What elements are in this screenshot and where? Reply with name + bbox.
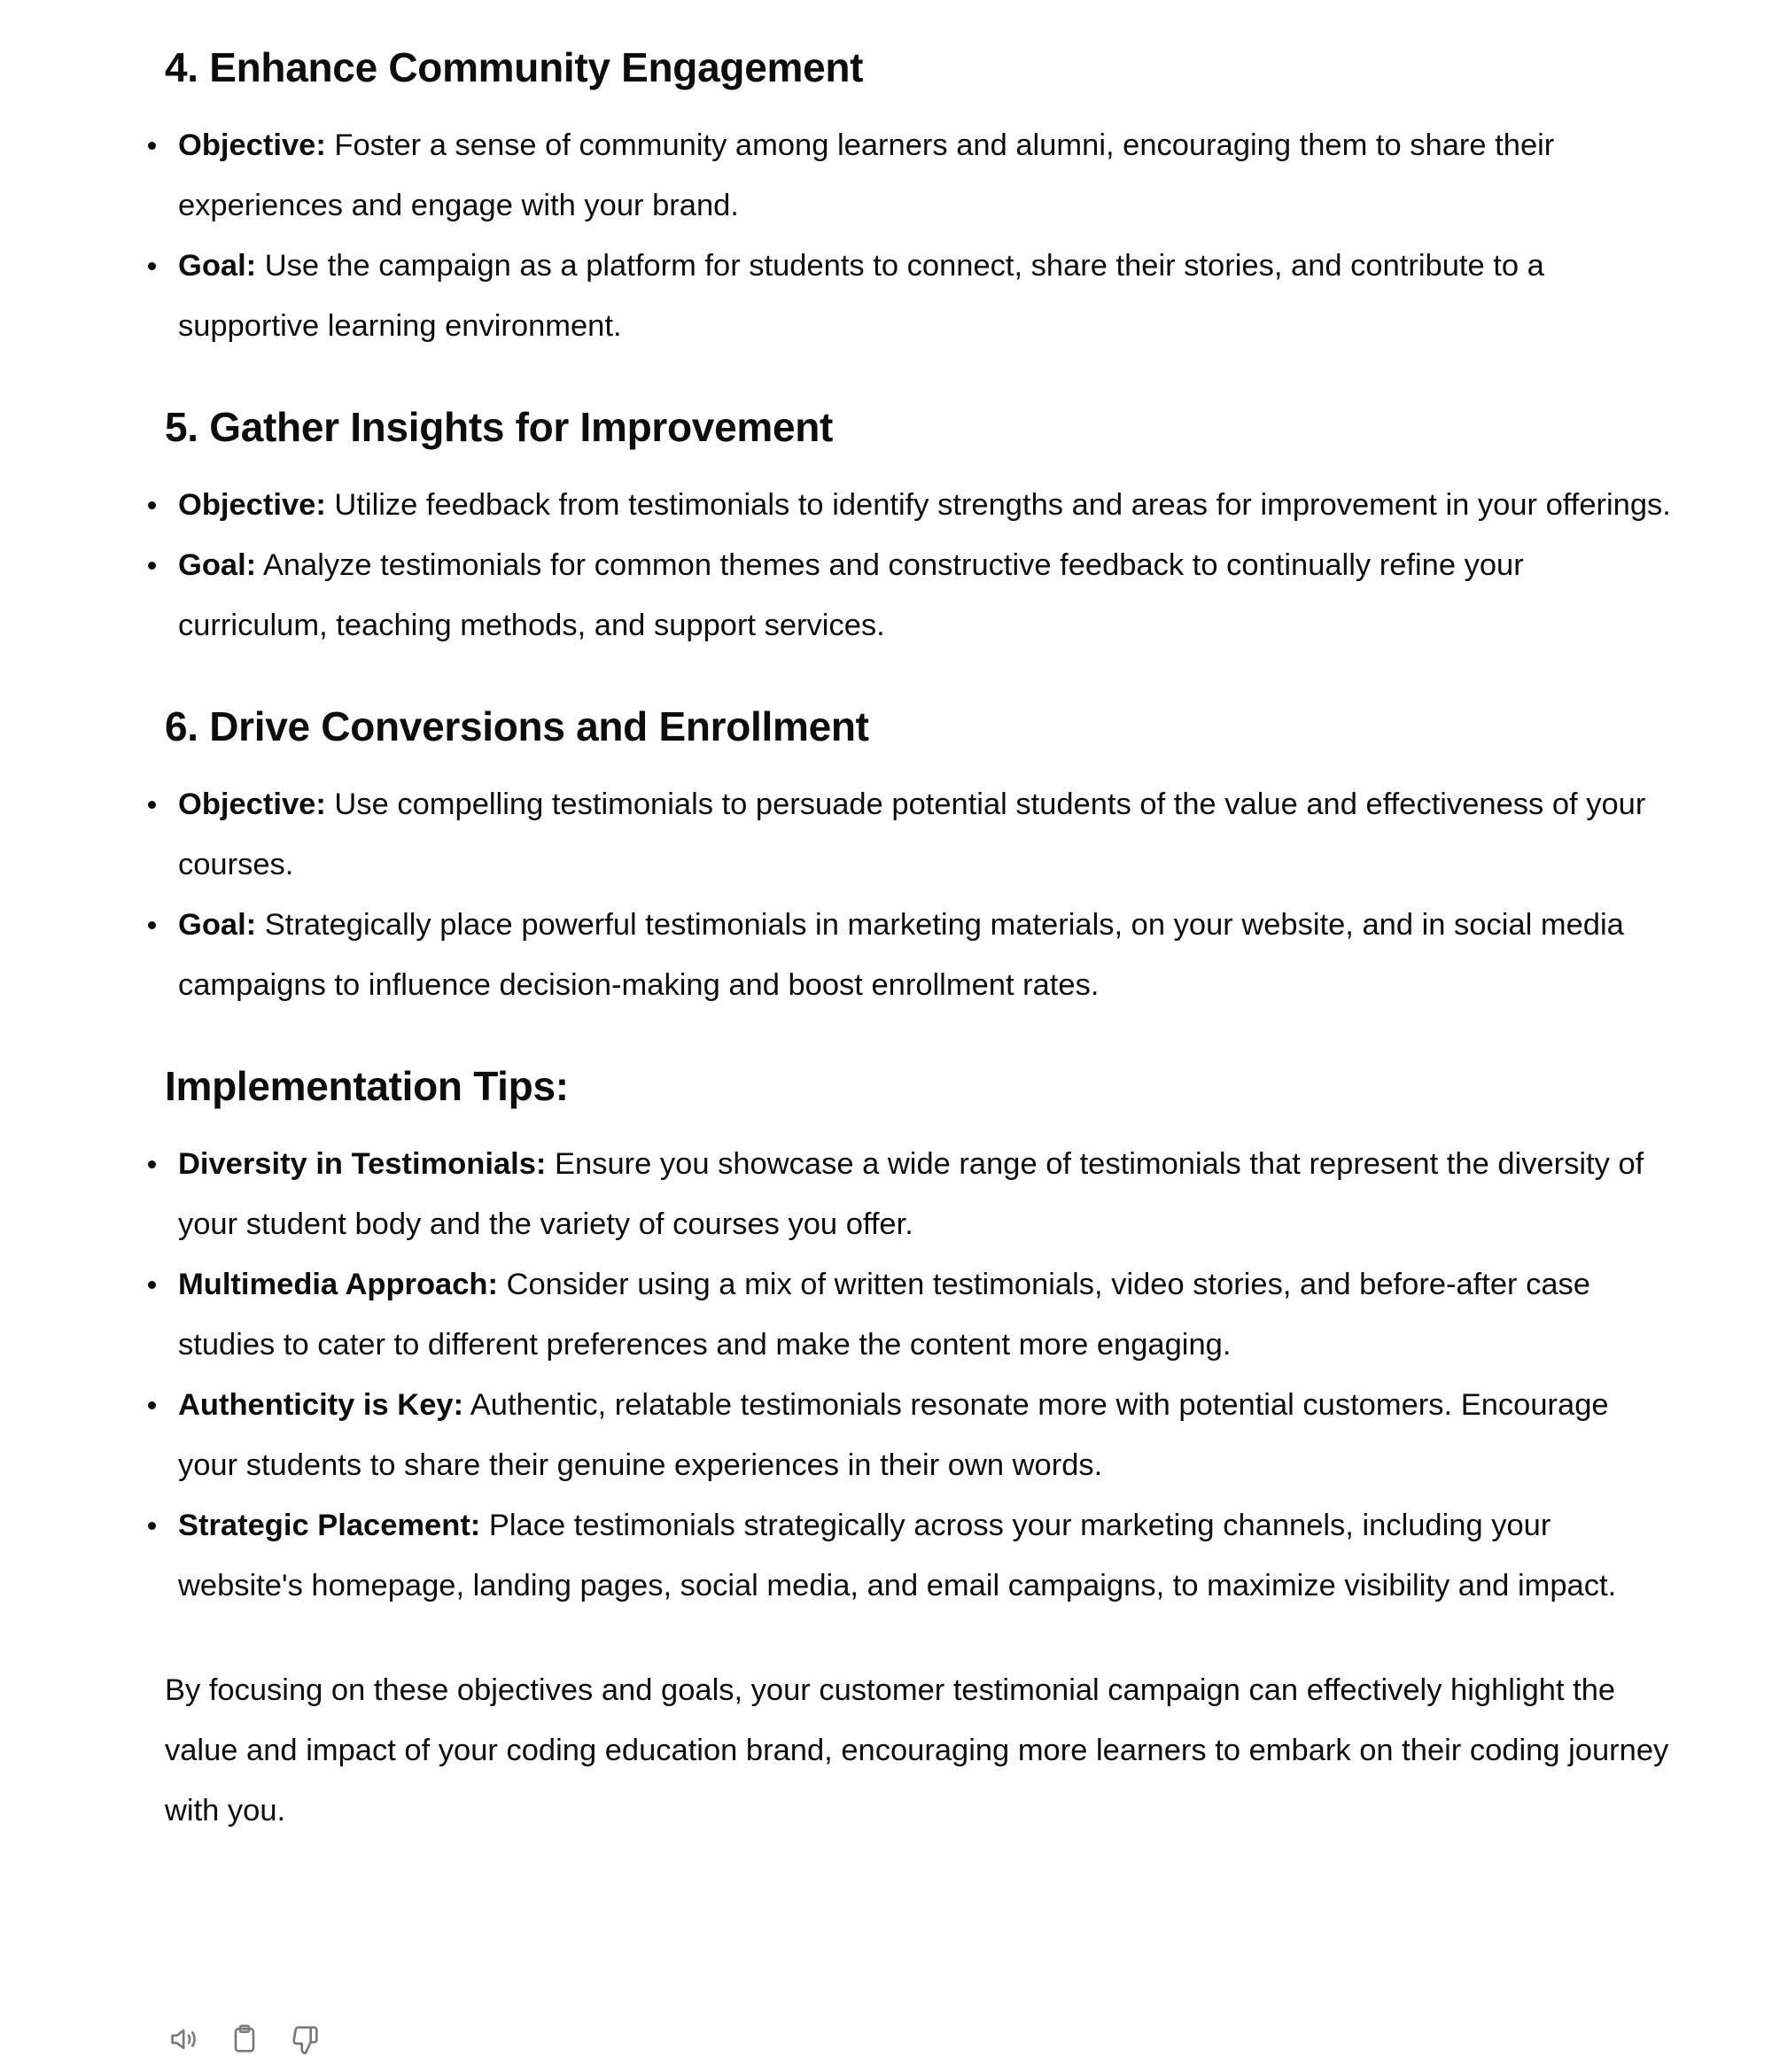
- item-text: Consider using a mix of written testimonials, video stories, and before-after case studies to cater to different preferences and make the content more engaging.: [178, 1268, 1590, 1362]
- section-heading: 5. Gather Insights for Improvement: [165, 404, 834, 450]
- list-item: [165, 475, 1671, 535]
- bullet-list: [165, 115, 1671, 356]
- item-text: Ensure you showcase a wide range of testimonials that represent the diversity of your student body and the variety of courses you offer.: [178, 1147, 1644, 1241]
- item-text: Utilize feedback from testimonials to identify strengths and areas for improvement in your offerings.: [325, 488, 1671, 522]
- bullet-icon: [148, 262, 156, 270]
- bullet-icon: [148, 921, 156, 929]
- list-item: [165, 895, 1671, 1015]
- section-heading: 6. Drive Conversions and Enrollment: [165, 703, 869, 749]
- bullet-icon: [148, 142, 156, 150]
- bullet-list: [165, 1134, 1671, 1616]
- thumbs-down-button[interactable]: [285, 2020, 324, 2059]
- list-item: [165, 1134, 1671, 1254]
- section-implementation-tips: [165, 1049, 1671, 1616]
- item-text: Use the campaign as a platform for students to connect, share their stories, and contribute to a supportive learning environment.: [178, 249, 1544, 343]
- item-label: Multimedia Approach:: [178, 1268, 498, 1301]
- list-item: [165, 236, 1671, 356]
- item-label: Goal:: [178, 908, 257, 942]
- bullet-list: [165, 774, 1671, 1015]
- item-label: Strategic Placement:: [178, 1509, 481, 1542]
- list-item: [165, 774, 1671, 895]
- bullet-icon: [148, 1160, 156, 1168]
- thumbs-down-icon: [287, 2022, 323, 2057]
- item-label: Diversity in Testimonials:: [178, 1147, 547, 1181]
- bullet-icon: [148, 562, 156, 570]
- item-label: Goal:: [178, 548, 257, 582]
- section-heading: 4. Enhance Community Engagement: [165, 44, 864, 90]
- section-drive-conversions: [165, 689, 1671, 1015]
- section-gather-insights: [165, 390, 1671, 656]
- item-text: Use compelling testimonials to persuade potential students of the value and effectiveness of your courses.: [178, 788, 1646, 881]
- item-text: Place testimonials strategically across your marketing channels, including your website's homepage, landing pages, social media, and email campaigns, to maximize visibility and impact.: [178, 1509, 1617, 1603]
- closing-paragraph: By focusing on these objectives and goals, your customer testimonial campaign can effectively highlight the value and impact of your coding education brand, encouraging more learners to embark on their coding journey with you.: [165, 1673, 1669, 1828]
- list-item: [165, 115, 1671, 236]
- list-item: [165, 1495, 1671, 1616]
- bullet-icon: [148, 1522, 156, 1530]
- item-text: Analyze testimonials for common themes and constructive feedback to continually refine your curriculum, teaching methods, and support services.: [178, 548, 1524, 642]
- read-aloud-button[interactable]: [165, 2020, 204, 2059]
- item-label: Objective:: [178, 788, 326, 821]
- section-community-engagement: [165, 30, 1671, 356]
- clipboard-icon: [227, 2022, 262, 2057]
- item-label: Goal:: [178, 249, 257, 283]
- list-item: [165, 535, 1671, 656]
- copy-button[interactable]: [225, 2020, 264, 2059]
- item-label: Objective:: [178, 128, 326, 162]
- bullet-icon: [148, 1281, 156, 1289]
- bullet-icon: [148, 501, 156, 509]
- speaker-icon: [167, 2022, 202, 2057]
- item-label: Authenticity is Key:: [178, 1388, 464, 1422]
- section-heading: Implementation Tips:: [165, 1063, 569, 1109]
- item-text: Authentic, relatable testimonials resonate more with potential customers. Encourage your students to share their genuine experiences in their own words.: [178, 1388, 1609, 1482]
- item-text: Foster a sense of community among learners and alumni, encouraging them to share their experiences and engage with your brand.: [178, 128, 1555, 222]
- list-item: [165, 1375, 1671, 1495]
- bullet-icon: [148, 801, 156, 809]
- item-text: Strategically place powerful testimonials in marketing materials, on your website, and in social media campaigns to influence decision-making and boost enrollment rates.: [178, 908, 1624, 1002]
- item-label: Objective:: [178, 488, 326, 522]
- message-content: [165, 0, 1671, 1841]
- bullet-list: [165, 475, 1671, 656]
- bullet-icon: [148, 1401, 156, 1409]
- message-actions: [165, 2020, 324, 2059]
- list-item: [165, 1254, 1671, 1375]
